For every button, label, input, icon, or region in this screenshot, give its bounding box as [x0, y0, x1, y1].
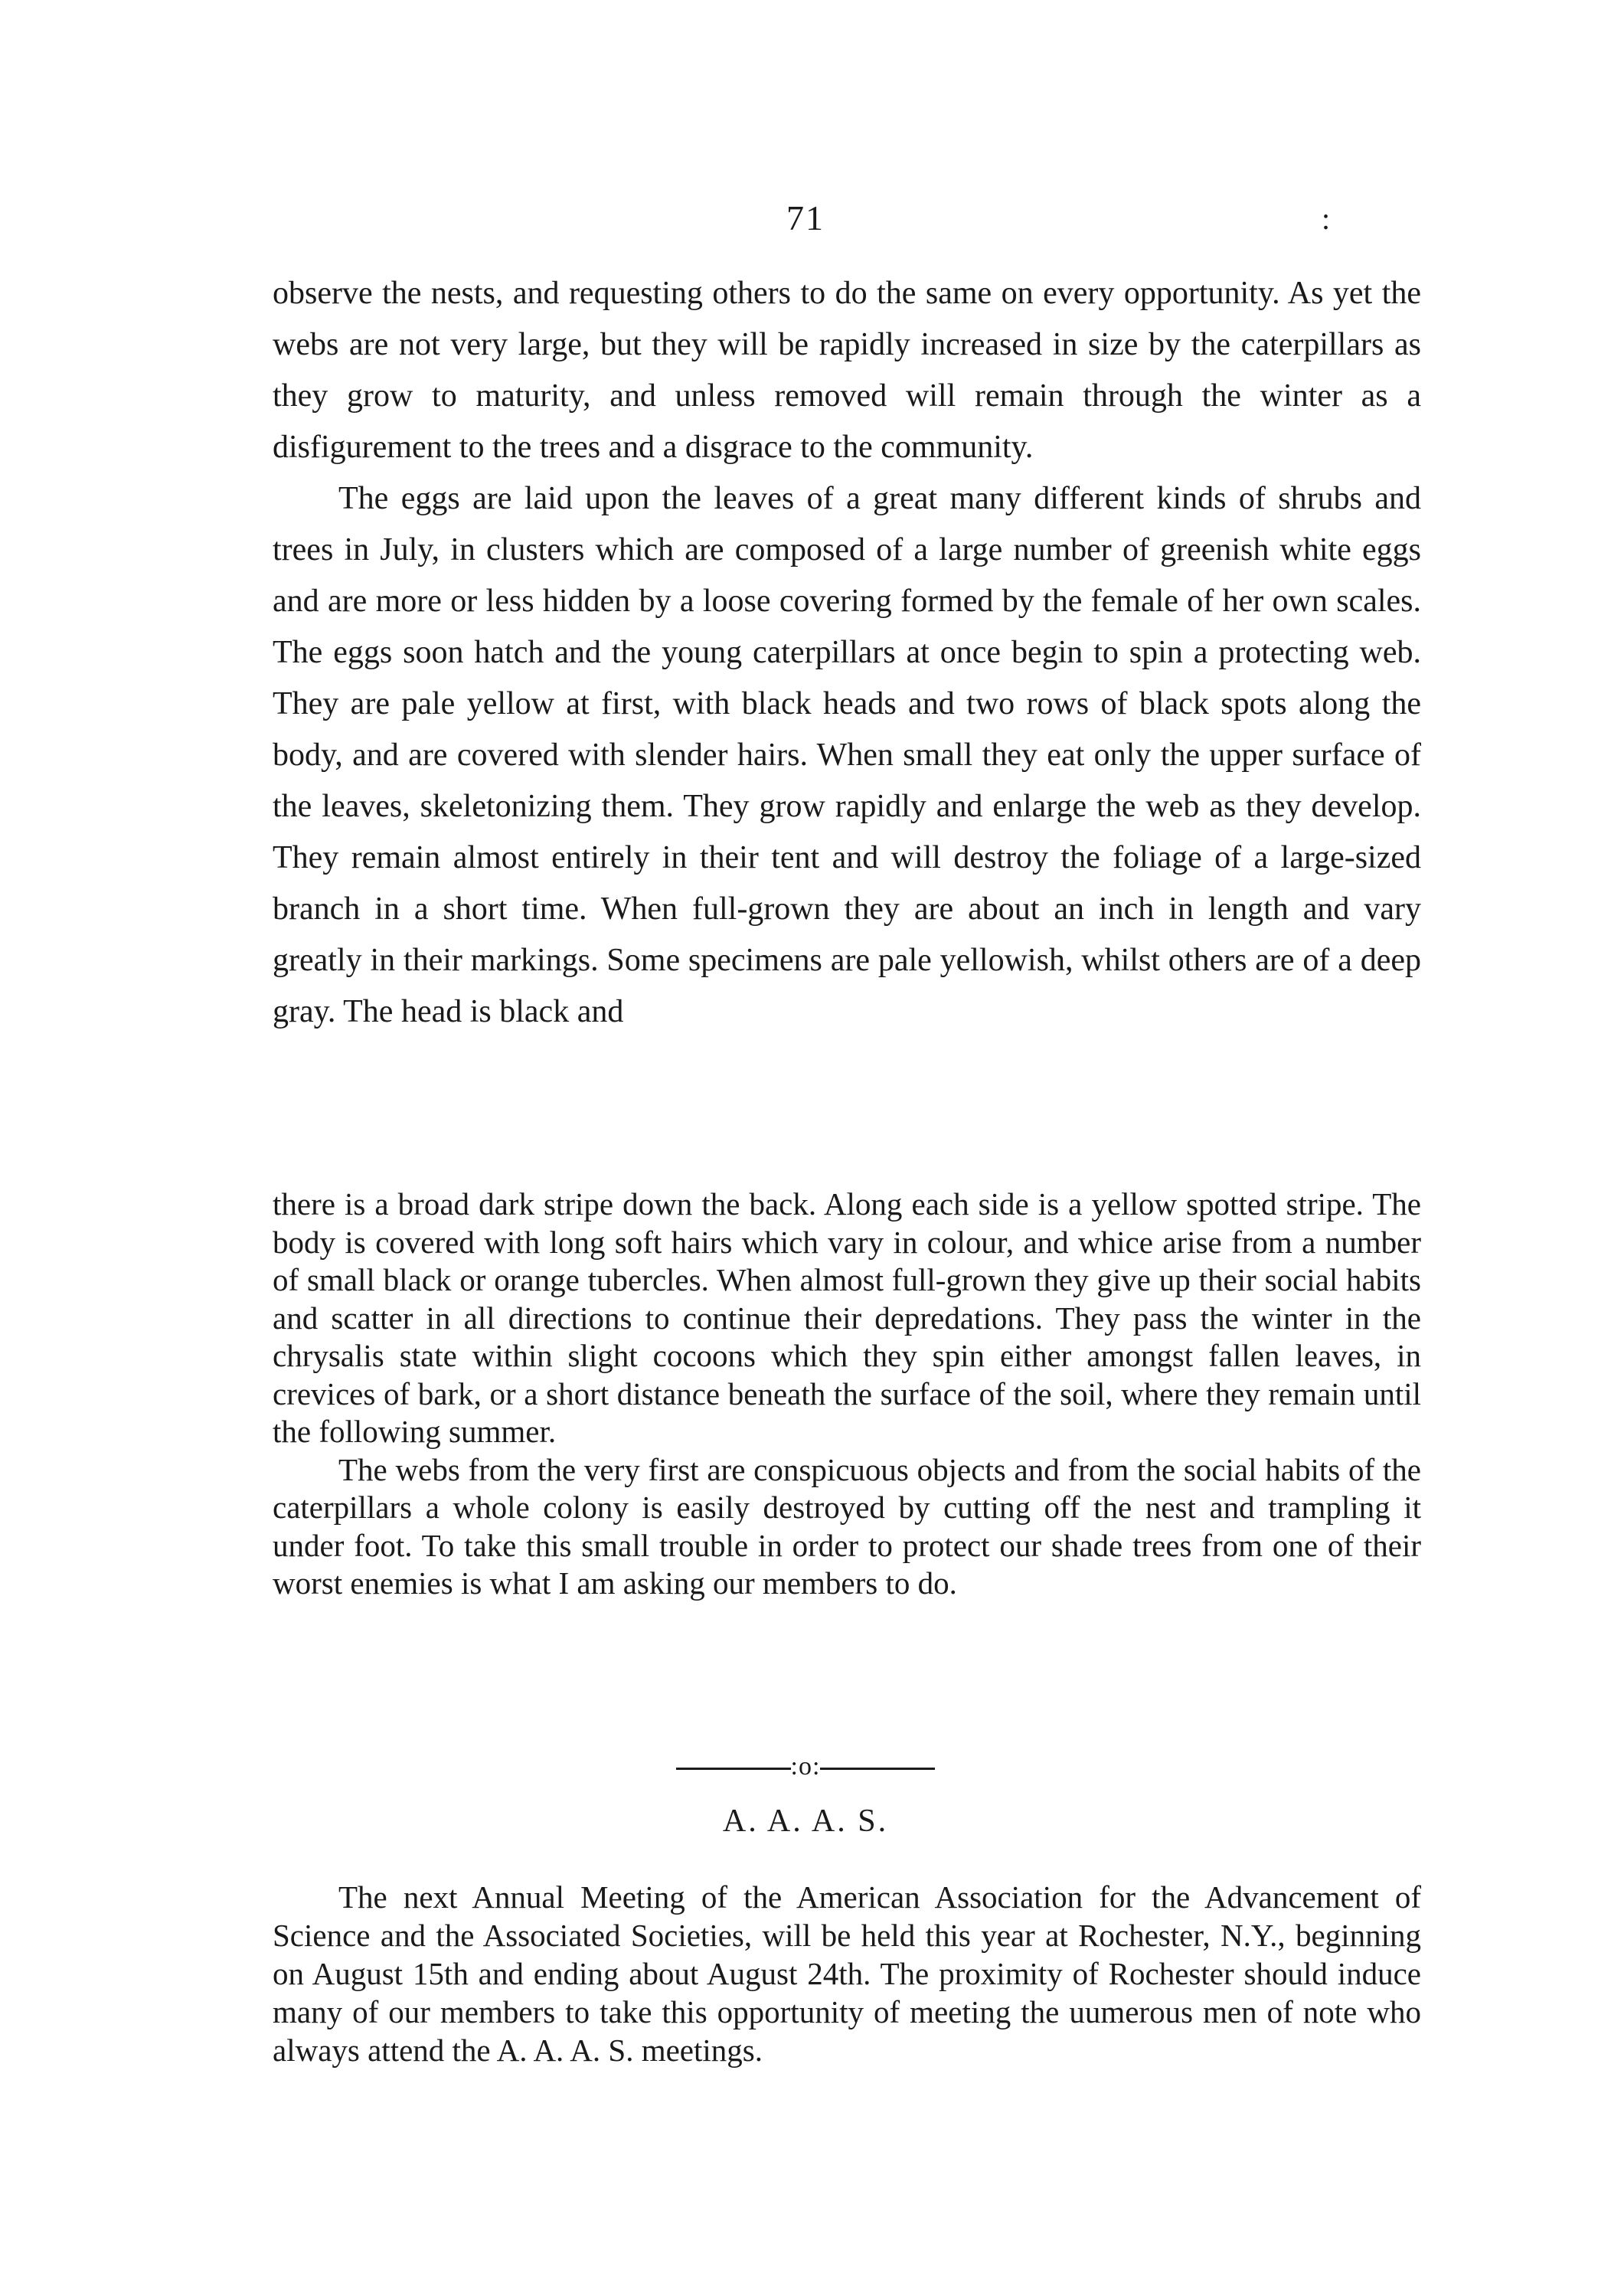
divider-rule-left	[676, 1768, 791, 1770]
aaas-section-body	[273, 1878, 1421, 2069]
section-divider	[0, 1752, 1611, 1781]
paragraph-nests-continued: observe the nests, and requesting others to do the same on every opportunity. As yet the webs are not very large, but they will be rapidly increased in size by the caterpillars as they grow to maturity, and unless removed will remain through the winter as a disfigurement to the trees and a disgrace to the community.	[273, 276, 1421, 465]
article-body-top	[273, 268, 1421, 1038]
paragraph-webs: The webs from the very first are conspicuous objects and from the social habits of the caterpillars a whole colony is easily destroyed by cutting off the nest and trampling it under foot. To take this small trouble in order to protect our shade trees from one of their worst enemies is what I am asking our members to do.	[273, 1451, 1421, 1601]
divider-mark: :o:	[790, 1752, 821, 1781]
article-body-bottom	[273, 1186, 1421, 1603]
paragraph-eggs-continued: there is a broad dark stripe down the back. Along each side is a yellow spotted stripe. The body is covered with long soft hairs which vary in colour, and whice arise from a number of small black or orange tubercles. When almost full-grown they give up their social habits and scatter in all directions to continue their depredations. They pass the winter in the chrysalis state within slight cocoons which they spin either amongst fallen leaves, in crevices of bark, or a short distance beneath the surface of the soil, where they remain until the following summer.	[273, 1186, 1421, 1449]
section-heading-aaas: A. A. A. S.	[722, 1804, 889, 1839]
divider-rule-right	[820, 1768, 935, 1770]
paragraph-eggs: The eggs are laid upon the leaves of a great many different kinds of shrubs and trees in July, in clusters which are composed of a large number of greenish white eggs and are more or less hidden by a loose covering formed by the female of her own scales. The eggs soon hatch and the young caterpillars at once begin to spin a protecting web. They are pale yellow at first, with black heads and two rows of black spots along the body, and are covered with slender hairs. When small they eat only the upper surface of the leaves, skeletonizing them. They grow rapidly and enlarge the web as they develop. They remain almost entirely in their tent and will destroy the foliage of a large-sized branch in a short time. When full-grown they are about an inch in length and vary greatly in their markings. Some specimens are pale yellowish, whilst others are of a deep gray. The head is black and	[273, 481, 1421, 1029]
page-corner-mark: :	[1322, 201, 1331, 236]
page-number: 71	[786, 198, 825, 237]
paragraph-aaas-meeting: The next Annual Meeting of the American Association for the Advancement of Science and the Associated Societies, will be held this year at Rochester, N.Y., beginning on August 15th and ending about August 24th. The proximity of Rochester should induce many of our members to take this opportunity of meeting the uumerous men of note who always attend the A. A. A. S. meetings.	[273, 1879, 1421, 2068]
